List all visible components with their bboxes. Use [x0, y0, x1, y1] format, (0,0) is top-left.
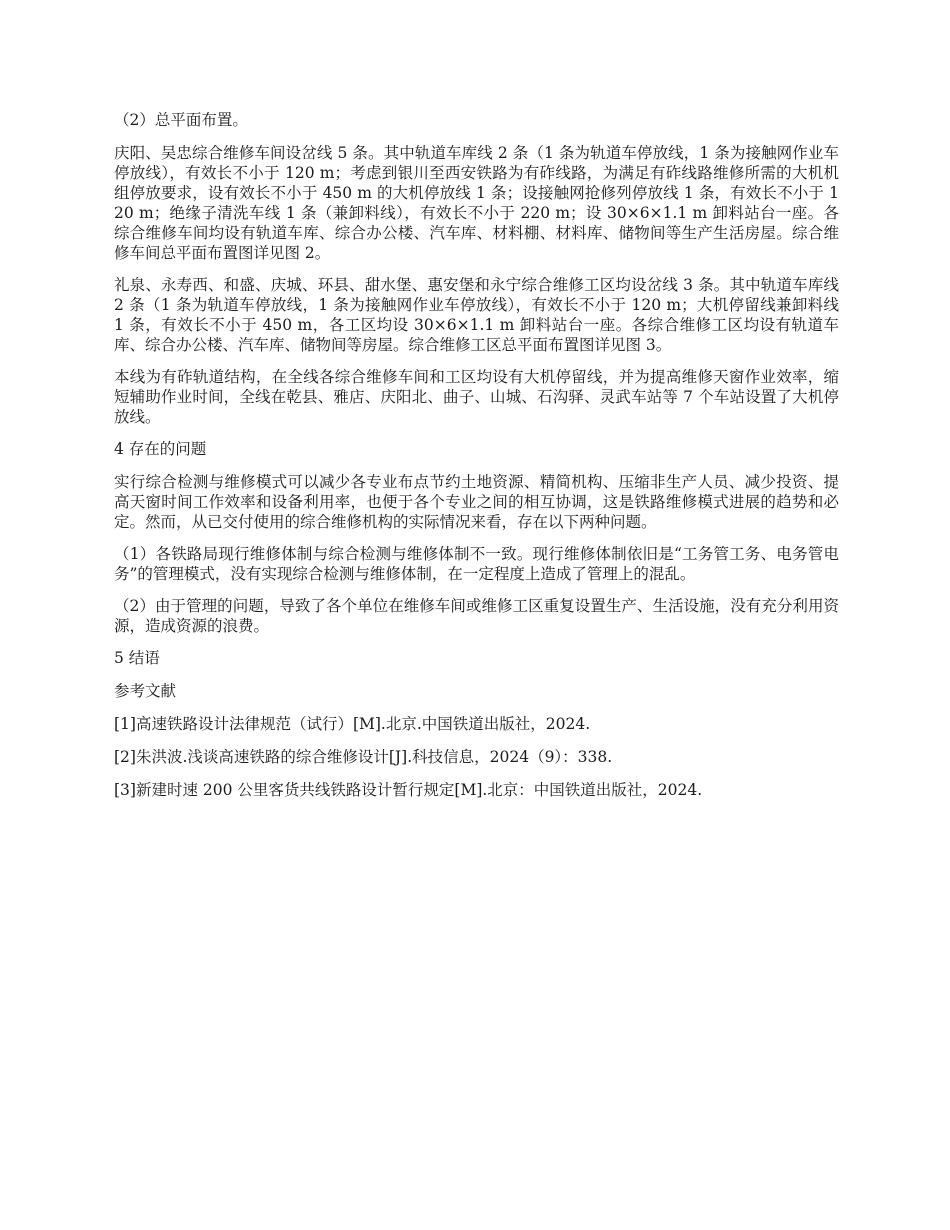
section-subheading-layout: （2）总平面布置。	[114, 111, 248, 129]
paragraph-workshop-layout: 庆阳、吴忠综合维修车间设岔线 5 条。其中轨道车库线 2 条（1 条为轨道车停放线，1 条为接触网作业车停放线），有效长不小于 120 m；考虑到银川至西安铁路为有砟线路，为满足有砟线路维修所需的大机机组停放要求，设有效长不小于 450 m 的大机停放线 1 条；设接触网抢修列停放线 1 条，有效长不小于 120 m；绝缘子清洗车线 1 条（兼卸料线），有效长不小于 220 m；设 30×6×1.1 m 卸料站台一座。各综合维修车间均设有轨道车库、综合办公楼、汽车库、材料棚、材料库、储物间等生产生活房屋。综合维修车间总平面布置图详见图 2。	[114, 144, 839, 262]
paragraph-problem-1: （1）各铁路局现行维修体制与综合检测与维修体制不一致。现行维修体制依旧是“工务管工务、电务管电务”的管理模式，没有实现综合检测与维修体制，在一定程度上造成了管理上的混乱。	[114, 545, 839, 583]
reference-item: [1]高速铁路设计法律规范（试行）[M].北京.中国铁道出版社，2024.	[114, 715, 591, 733]
section-heading-references: 参考文献	[114, 682, 177, 700]
reference-list	[114, 714, 839, 800]
document-page	[114, 110, 839, 813]
reference-item: [3]新建时速 200 公里客货共线铁路设计暂行规定[M].北京：中国铁道出版社，2024.	[114, 781, 703, 799]
reference-item: [2]朱洪波.浅谈高速铁路的综合维修设计[J].科技信息，2024（9）：338.	[114, 748, 613, 766]
section-heading-problems: 4 存在的问题	[114, 440, 207, 458]
paragraph-problems-intro: 实行综合检测与维修模式可以减少各专业布点节约土地资源、精简机构、压缩非生产人员、减少投资、提高天窗时间工作效率和设备利用率，也便于各个专业之间的相互协调，这是铁路维修模式进展的趋势和必定。然而，从已交付使用的综合维修机构的实际情况来看，存在以下两种问题。	[114, 473, 839, 531]
section-heading-conclusion: 5 结语	[114, 649, 160, 667]
paragraph-problem-2: （2）由于管理的问题，导致了各个单位在维修车间或维修工区重复设置生产、生活设施，没有充分利用资源，造成资源的浪费。	[114, 597, 839, 635]
paragraph-work-area-layout: 礼泉、永寿西、和盛、庆城、环县、甜水堡、惠安堡和永宁综合维修工区均设岔线 3 条。其中轨道车库线 2 条（1 条为轨道车停放线，1 条为接触网作业车停放线），有效长不小于 120 m；大机停留线兼卸料线 1 条，有效长不小于 450 m，各工区均设 30×6×1.1 m 卸料站台一座。各综合维修工区均设有轨道车库、综合办公楼、汽车库、储物间等房屋。综合维修工区总平面布置图详见图 3。	[114, 276, 839, 354]
paragraph-machine-parking: 本线为有砟轨道结构，在全线各综合维修车间和工区均设有大机停留线，并为提高维修天窗作业效率，缩短辅助作业时间，全线在乾县、雅店、庆阳北、曲子、山城、石沟驿、灵武车站等 7 个车站设置了大机停放线。	[114, 368, 839, 426]
